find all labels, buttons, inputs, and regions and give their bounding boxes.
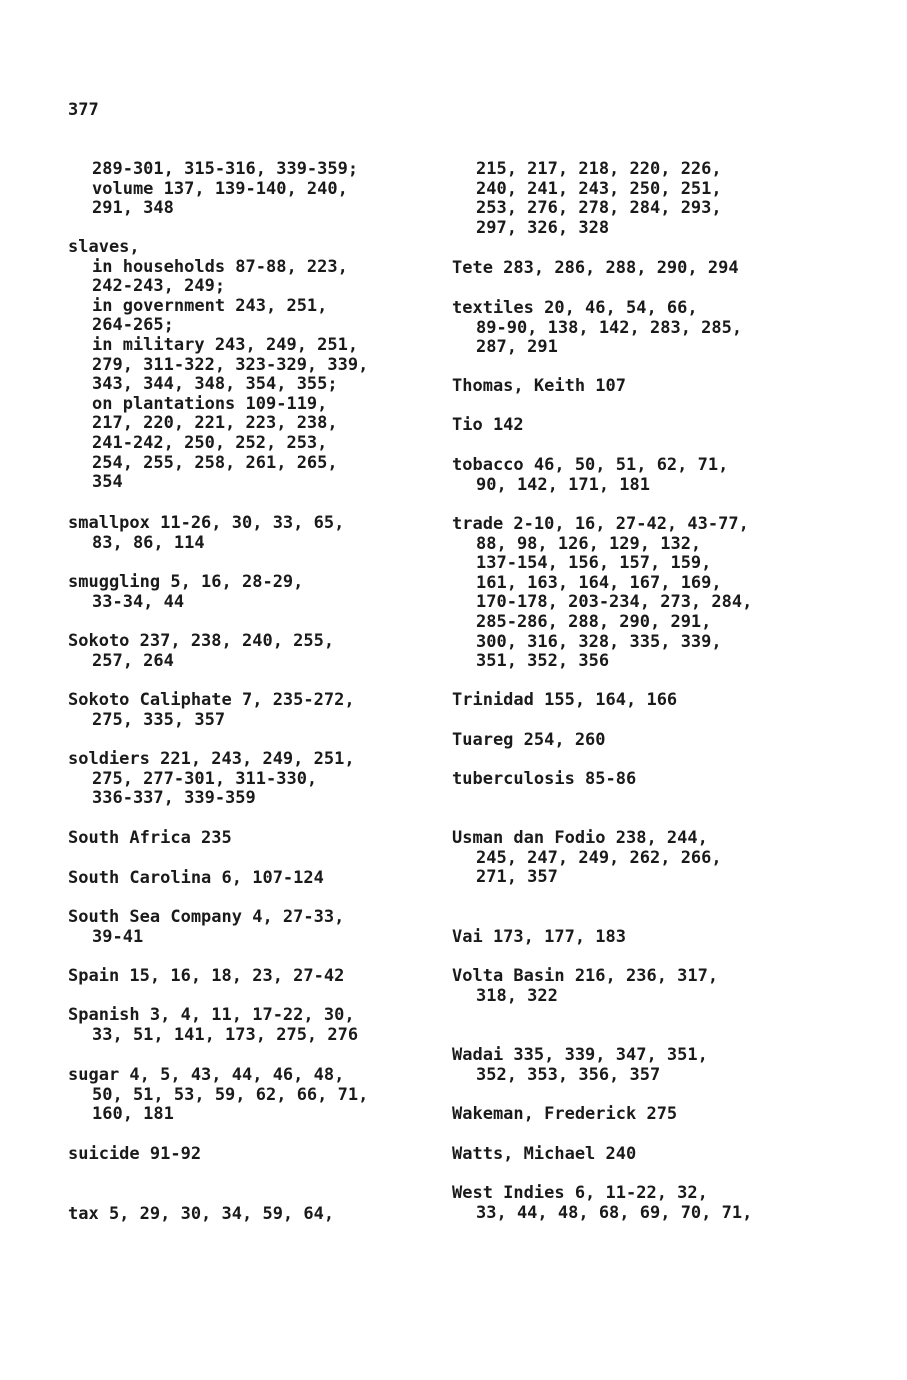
index-entry: [68, 1006, 358, 1045]
index-entry-continuation: 89-90, 138, 142, 283, 285,: [476, 317, 743, 338]
index-entry-continuation: 215, 217, 218, 220, 226,: [476, 159, 722, 179]
index-entry-heading: trade 2-10, 16, 27-42, 43-77,: [452, 514, 749, 534]
index-entry-continuation: 254, 255, 258, 261, 265,: [92, 452, 338, 473]
index-entry-heading: tax 5, 29, 30, 34, 59, 64,: [68, 1204, 335, 1224]
index-entry: [452, 299, 742, 358]
index-entry-continuation: 318, 322: [476, 985, 558, 1006]
index-entry: [68, 908, 344, 947]
index-entry: [68, 514, 344, 553]
index-entry: [452, 928, 626, 948]
index-entry: [452, 456, 728, 495]
index-entry-continuation: 264-265;: [92, 315, 174, 336]
index-entry: [452, 829, 722, 888]
index-entry: [452, 1145, 636, 1165]
index-entry-heading: Vai 173, 177, 183: [452, 927, 626, 947]
index-entry-heading: soldiers 221, 243, 249, 251,: [68, 749, 355, 769]
index-entry: [452, 515, 752, 672]
index-entry-continuation: in households 87-88, 223,: [92, 256, 348, 277]
index-entry: [452, 1046, 708, 1085]
index-entry-continuation: 257, 264: [92, 650, 174, 671]
index-entry-heading: tobacco 46, 50, 51, 62, 71,: [452, 455, 729, 475]
index-entry-heading: Tio 142: [452, 415, 524, 435]
index-entry-heading: suicide 91-92: [68, 1144, 202, 1164]
index-entry: [68, 750, 355, 809]
index-entry: [68, 238, 368, 493]
index-entry-continuation: 275, 335, 357: [92, 709, 226, 730]
index-entry-heading: Sokoto Caliphate 7, 235-272,: [68, 690, 355, 710]
index-entry-continuation: 137-154, 156, 157, 159,: [476, 553, 712, 574]
index-entry-continuation: 287, 291: [476, 337, 558, 358]
index-entry-heading: Wadai 335, 339, 347, 351,: [452, 1045, 708, 1065]
index-entry-continuation: 291, 348: [92, 198, 174, 219]
index-entry-heading: Thomas, Keith 107: [452, 376, 626, 396]
index-entry-heading: West Indies 6, 11-22, 32,: [452, 1183, 708, 1203]
index-entry-heading: tuberculosis 85-86: [452, 769, 637, 789]
index-entry-continuation: 88, 98, 126, 129, 132,: [476, 533, 702, 554]
index-entry-continuation: 354: [92, 472, 123, 493]
index-entry-continuation: 279, 311-322, 323-329, 339,: [92, 354, 369, 375]
index-entry-continuation: 33, 44, 48, 68, 69, 70, 71,: [476, 1202, 753, 1223]
index-entry-continuation: 160, 181: [92, 1104, 174, 1125]
index-entry-continuation: in government 243, 251,: [92, 295, 328, 316]
index-entry-heading: Wakeman, Frederick 275: [452, 1104, 678, 1124]
index-entry-heading: Spain 15, 16, 18, 23, 27-42: [68, 966, 345, 986]
index-entry: [452, 1105, 677, 1125]
index-entry-heading: Usman dan Fodio 238, 244,: [452, 828, 708, 848]
index-entry: [452, 160, 722, 238]
index-entry-continuation: 241-242, 250, 252, 253,: [92, 432, 328, 453]
index-entry-heading: sugar 4, 5, 43, 44, 46, 48,: [68, 1065, 345, 1085]
index-entry-heading: Tete 283, 286, 288, 290, 294: [452, 258, 739, 278]
page-number: 377: [68, 100, 99, 120]
index-entry-continuation: 300, 316, 328, 335, 339,: [476, 631, 722, 652]
index-entry: [452, 770, 636, 790]
index-entry: [68, 829, 232, 849]
index-entry-heading: smallpox 11-26, 30, 33, 65,: [68, 513, 345, 533]
index-entry: [452, 377, 626, 397]
index-entry-continuation: 245, 247, 249, 262, 266,: [476, 847, 722, 868]
index-entry-continuation: 351, 352, 356: [476, 651, 610, 672]
index-entry-heading: textiles 20, 46, 54, 66,: [452, 298, 698, 318]
index-entry: [68, 967, 344, 987]
index-entry-continuation: 83, 86, 114: [92, 532, 205, 553]
index-entry-continuation: 90, 142, 171, 181: [476, 474, 650, 495]
index-entry: [452, 691, 677, 711]
index-entry-continuation: 275, 277-301, 311-330,: [92, 768, 318, 789]
index-entry-continuation: 285-286, 288, 290, 291,: [476, 611, 712, 632]
index-entry-continuation: 217, 220, 221, 223, 238,: [92, 413, 338, 434]
index-entry-heading: Tuareg 254, 260: [452, 730, 606, 750]
index-entry-heading: South Sea Company 4, 27-33,: [68, 907, 345, 927]
index-entry: [68, 573, 303, 612]
index-entry: [68, 1066, 368, 1125]
index-entry-heading: slaves,: [68, 237, 140, 257]
index-entry: [68, 1205, 334, 1225]
index-entry-continuation: 33-34, 44: [92, 591, 185, 612]
index-entry-continuation: 240, 241, 243, 250, 251,: [476, 178, 722, 199]
index-entry-continuation: 242-243, 249;: [92, 276, 226, 297]
index-entry-continuation: 50, 51, 53, 59, 62, 66, 71,: [92, 1084, 369, 1105]
index-entry-continuation: 289-301, 315-316, 339-359;: [92, 159, 359, 179]
index-entry-continuation: 352, 353, 356, 357: [476, 1064, 661, 1085]
index-entry-continuation: 39-41: [92, 926, 144, 947]
index-entry: [68, 1145, 201, 1165]
index-entry: [68, 632, 334, 671]
index-entry-heading: Sokoto 237, 238, 240, 255,: [68, 631, 335, 651]
index-entry-heading: Watts, Michael 240: [452, 1144, 637, 1164]
index-entry: [68, 869, 324, 889]
index-entry-heading: Volta Basin 216, 236, 317,: [452, 966, 719, 986]
index-entry: [68, 691, 355, 730]
index-entry-continuation: 297, 326, 328: [476, 217, 610, 238]
index-entry: [452, 731, 606, 751]
index-entry: [68, 160, 358, 219]
index-entry-continuation: in military 243, 249, 251,: [92, 334, 359, 355]
index-entry-continuation: 33, 51, 141, 173, 275, 276: [92, 1024, 359, 1045]
index-entry-continuation: 170-178, 203-234, 273, 284,: [476, 592, 753, 613]
index-entry-continuation: 343, 344, 348, 354, 355;: [92, 374, 338, 395]
index-entry-continuation: 336-337, 339-359: [92, 788, 256, 809]
index-entry-continuation: volume 137, 139-140, 240,: [92, 178, 348, 199]
index-entry-heading: Spanish 3, 4, 11, 17-22, 30,: [68, 1005, 355, 1025]
index-entry: [452, 416, 524, 436]
index-entry-continuation: 271, 357: [476, 867, 558, 888]
index-entry-continuation: 161, 163, 164, 167, 169,: [476, 572, 722, 593]
index-entry: [452, 259, 739, 279]
index-entry-heading: smuggling 5, 16, 28-29,: [68, 572, 304, 592]
index-entry-continuation: 253, 276, 278, 284, 293,: [476, 198, 722, 219]
index-entry: [452, 967, 718, 1006]
index-entry-heading: South Carolina 6, 107-124: [68, 868, 324, 888]
index-entry-heading: South Africa 235: [68, 828, 232, 848]
index-entry: [452, 1184, 752, 1223]
index-entry-heading: Trinidad 155, 164, 166: [452, 690, 678, 710]
index-entry-continuation: on plantations 109-119,: [92, 393, 328, 414]
